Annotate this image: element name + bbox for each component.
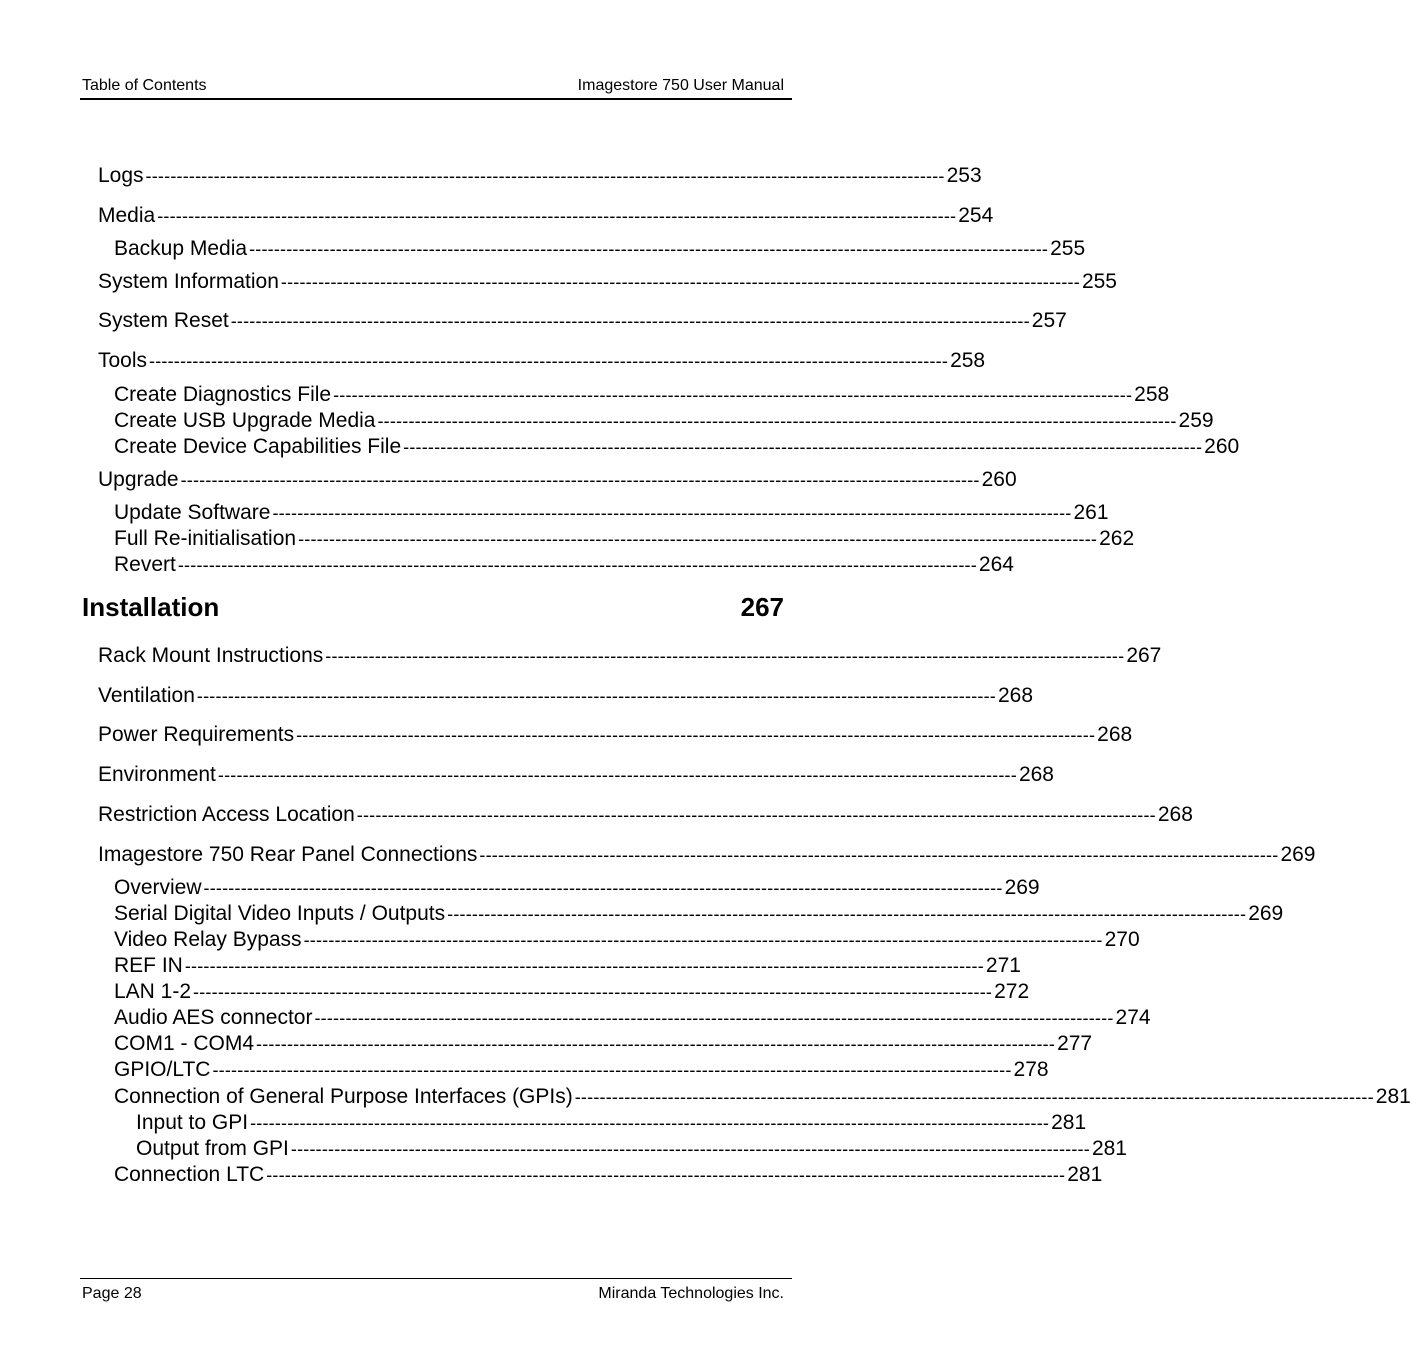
toc-leader: --------------------------------------------------------------------------------------------------------------------------------- [212,1060,1012,1080]
toc-entry-page: 272 [994,980,1030,1003]
toc-entry-ventilation[interactable] [98,684,1034,708]
toc-entry-title: Media [98,204,156,227]
toc-leader: --------------------------------------------------------------------------------------------------------------------------------- [303,930,1103,950]
toc-leader: --------------------------------------------------------------------------------------------------------------------------------- [403,437,1203,457]
toc-entry-rear-panel-connections[interactable] [98,843,1316,867]
toc-entry-upgrade[interactable] [98,468,1017,492]
toc-entry-lan[interactable] [114,980,1030,1004]
toc-entry-page: 281 [1051,1111,1087,1134]
toc-entry-title: Input to GPI [136,1111,249,1134]
toc-section-page: 267 [740,592,784,622]
toc-leader: --------------------------------------------------------------------------------------------------------------------------------- [180,470,980,490]
toc-entry-title: Imagestore 750 Rear Panel Connections [98,843,478,866]
toc-entry-title: COM1 - COM4 [114,1032,255,1055]
toc-entry-rack-mount-instructions[interactable] [98,644,1162,668]
toc-leader: --------------------------------------------------------------------------------------------------------------------------------- [290,1139,1090,1159]
header-manual-title: Imagestore 750 User Manual [577,77,784,94]
toc-entry-ref-in[interactable] [114,954,1021,978]
toc-entry-title: Connection LTC [114,1163,265,1186]
toc-entry-page: 259 [1178,409,1214,432]
toc-entry-update-software[interactable] [114,501,1109,525]
toc-entry-page: 258 [950,349,986,372]
toc-entry-page: 260 [981,468,1017,491]
toc-section-installation[interactable] [82,592,784,622]
toc-entry-revert[interactable] [114,553,1014,577]
toc-leader: --------------------------------------------------------------------------------------------------------------------------------- [230,311,1030,331]
toc-entry-page: 267 [1126,644,1162,667]
toc-entry-title: Connection of General Purpose Interfaces (GPIs) [114,1085,573,1108]
toc-entry-title: Create Diagnostics File [114,383,332,406]
toc-entry-overview[interactable] [114,876,1040,900]
toc-leader: --------------------------------------------------------------------------------------------------------------------------------- [325,646,1125,666]
toc-entry-page: 255 [1050,237,1086,260]
toc-entry-page: 274 [1115,1006,1151,1029]
toc-entry-full-re-initialisation[interactable] [114,527,1135,551]
toc-entry-page: 269 [1280,843,1316,866]
toc-entry-page: 255 [1081,270,1117,293]
toc-leader: --------------------------------------------------------------------------------------------------------------------------------- [203,878,1003,898]
toc-entry-page: 262 [1099,527,1135,550]
toc-leader: --------------------------------------------------------------------------------------------------------------------------------- [447,904,1247,924]
toc-entry-title: Overview [114,876,202,899]
toc-entry-restriction-access-location[interactable] [98,803,1193,827]
toc-entry-title: Serial Digital Video Inputs / Outputs [114,902,446,925]
toc-entry-page: 268 [1157,803,1193,826]
toc-entry-tools[interactable] [98,349,986,373]
toc-entry-title: Create Device Capabilities File [114,435,402,458]
toc-entry-page: 257 [1031,309,1067,332]
toc-entry-system-reset[interactable] [98,309,1067,333]
page-footer [80,1278,792,1309]
toc-entry-page: 271 [985,954,1021,977]
toc-entry-page: 261 [1073,501,1109,524]
toc-entry-create-device-capabilities-file[interactable] [114,435,1240,459]
toc-entry-title: Video Relay Bypass [114,928,302,951]
toc-entry-environment[interactable] [98,763,1054,787]
toc-entry-page: 260 [1204,435,1240,458]
toc-entry-logs[interactable] [98,164,982,188]
toc-entry-title: Create USB Upgrade Media [114,409,376,432]
toc-leader: --------------------------------------------------------------------------------------------------------------------------------- [574,1087,1374,1107]
toc-entry-page: 254 [958,204,994,227]
toc-leader: --------------------------------------------------------------------------------------------------------------------------------- [250,1113,1050,1133]
toc-entry-title: Audio AES connector [114,1006,313,1029]
footer-company: Miranda Technologies Inc. [598,1285,784,1302]
toc-entry-page: 270 [1104,928,1140,951]
toc-entry-title: Logs [98,164,144,187]
toc-leader: --------------------------------------------------------------------------------------------------------------------------------- [479,845,1279,865]
toc-entry-title: Environment [98,763,216,786]
toc-entry-output-from-gpi[interactable] [136,1137,1127,1161]
toc-entry-title: LAN 1-2 [114,980,192,1003]
toc-entry-title: Update Software [114,501,271,524]
toc-entry-title: GPIO/LTC [114,1058,211,1081]
toc-entry-title: Power Requirements [98,723,295,746]
toc-entry-title: REF IN [114,954,183,977]
toc-entry-serial-digital-video[interactable] [114,902,1284,926]
toc-entry-page: 278 [1013,1058,1049,1081]
toc-entry-gpio-ltc[interactable] [114,1058,1049,1082]
toc-leader: --------------------------------------------------------------------------------------------------------------------------------- [377,411,1177,431]
toc-entry-audio-aes-connector[interactable] [114,1006,1151,1030]
toc-entry-input-to-gpi[interactable] [136,1111,1087,1135]
toc-leader: --------------------------------------------------------------------------------------------------------------------------------- [157,206,957,226]
toc-leader: --------------------------------------------------------------------------------------------------------------------------------- [193,982,993,1002]
toc-entry-title: Output from GPI [136,1137,289,1160]
toc-leader: --------------------------------------------------------------------------------------------------------------------------------- [272,503,1072,523]
toc-entry-connection-of-gpis[interactable] [114,1085,1411,1109]
toc-leader: --------------------------------------------------------------------------------------------------------------------------------- [298,529,1098,549]
toc-entry-create-usb-upgrade-media[interactable] [114,409,1214,433]
toc-entry-page: 268 [1018,763,1054,786]
toc-entry-title: Upgrade [98,468,179,491]
toc-leader: --------------------------------------------------------------------------------------------------------------------------------- [333,385,1133,405]
toc-entry-page: 258 [1134,383,1170,406]
toc-entry-title: System Reset [98,309,229,332]
toc-leader: --------------------------------------------------------------------------------------------------------------------------------- [177,555,977,575]
toc-entry-video-relay-bypass[interactable] [114,928,1140,952]
toc-entry-create-diagnostics-file[interactable] [114,383,1170,407]
toc-leader: --------------------------------------------------------------------------------------------------------------------------------- [149,351,949,371]
toc-entry-power-requirements[interactable] [98,723,1133,747]
toc-leader: --------------------------------------------------------------------------------------------------------------------------------- [184,956,984,976]
toc-entry-page: 264 [978,553,1014,576]
toc-leader: --------------------------------------------------------------------------------------------------------------------------------- [249,239,1049,259]
toc-entry-media[interactable] [98,204,994,228]
toc-entry-title: Full Re-initialisation [114,527,297,550]
toc-entry-page: 281 [1091,1137,1127,1160]
toc-entry-title: Revert [114,553,176,576]
toc-entry-page: 253 [946,164,982,187]
footer-page-number: Page 28 [82,1285,142,1302]
toc-entry-title: Ventilation [98,684,195,707]
toc-leader: --------------------------------------------------------------------------------------------------------------------------------- [217,765,1017,785]
toc-leader: --------------------------------------------------------------------------------------------------------------------------------- [296,725,1096,745]
toc-entry-page: 277 [1057,1032,1093,1055]
toc-entry-title: Tools [98,349,148,372]
toc-leader: --------------------------------------------------------------------------------------------------------------------------------- [314,1008,1114,1028]
toc-entry-system-information[interactable] [98,270,1117,294]
toc-entry-page: 281 [1375,1085,1411,1108]
toc-entry-title: Backup Media [114,237,248,260]
toc-entry-title: Restriction Access Location [98,803,355,826]
toc-leader: --------------------------------------------------------------------------------------------------------------------------------- [266,1165,1066,1185]
toc-entry-com-ports[interactable] [114,1032,1093,1056]
toc-entry-title: Rack Mount Instructions [98,644,324,667]
toc-leader: --------------------------------------------------------------------------------------------------------------------------------- [256,1034,1056,1054]
toc-entry-connection-ltc[interactable] [114,1163,1103,1187]
toc-entry-page: 281 [1067,1163,1103,1186]
header-section-title: Table of Contents [82,77,207,94]
toc-entry-title: System Information [98,270,279,293]
toc-leader: --------------------------------------------------------------------------------------------------------------------------------- [196,686,996,706]
toc-entry-page: 269 [1248,902,1284,925]
toc-entry-page: 269 [1004,876,1040,899]
toc-entry-page: 268 [1097,723,1133,746]
toc-leader: --------------------------------------------------------------------------------------------------------------------------------- [356,805,1156,825]
toc-leader: --------------------------------------------------------------------------------------------------------------------------------- [145,166,945,186]
toc-entry-page: 268 [997,684,1034,707]
toc-leader: --------------------------------------------------------------------------------------------------------------------------------- [280,272,1080,292]
page-header [80,76,792,100]
toc-entry-backup-media[interactable] [114,237,1086,261]
toc-section-title: Installation [82,592,220,622]
